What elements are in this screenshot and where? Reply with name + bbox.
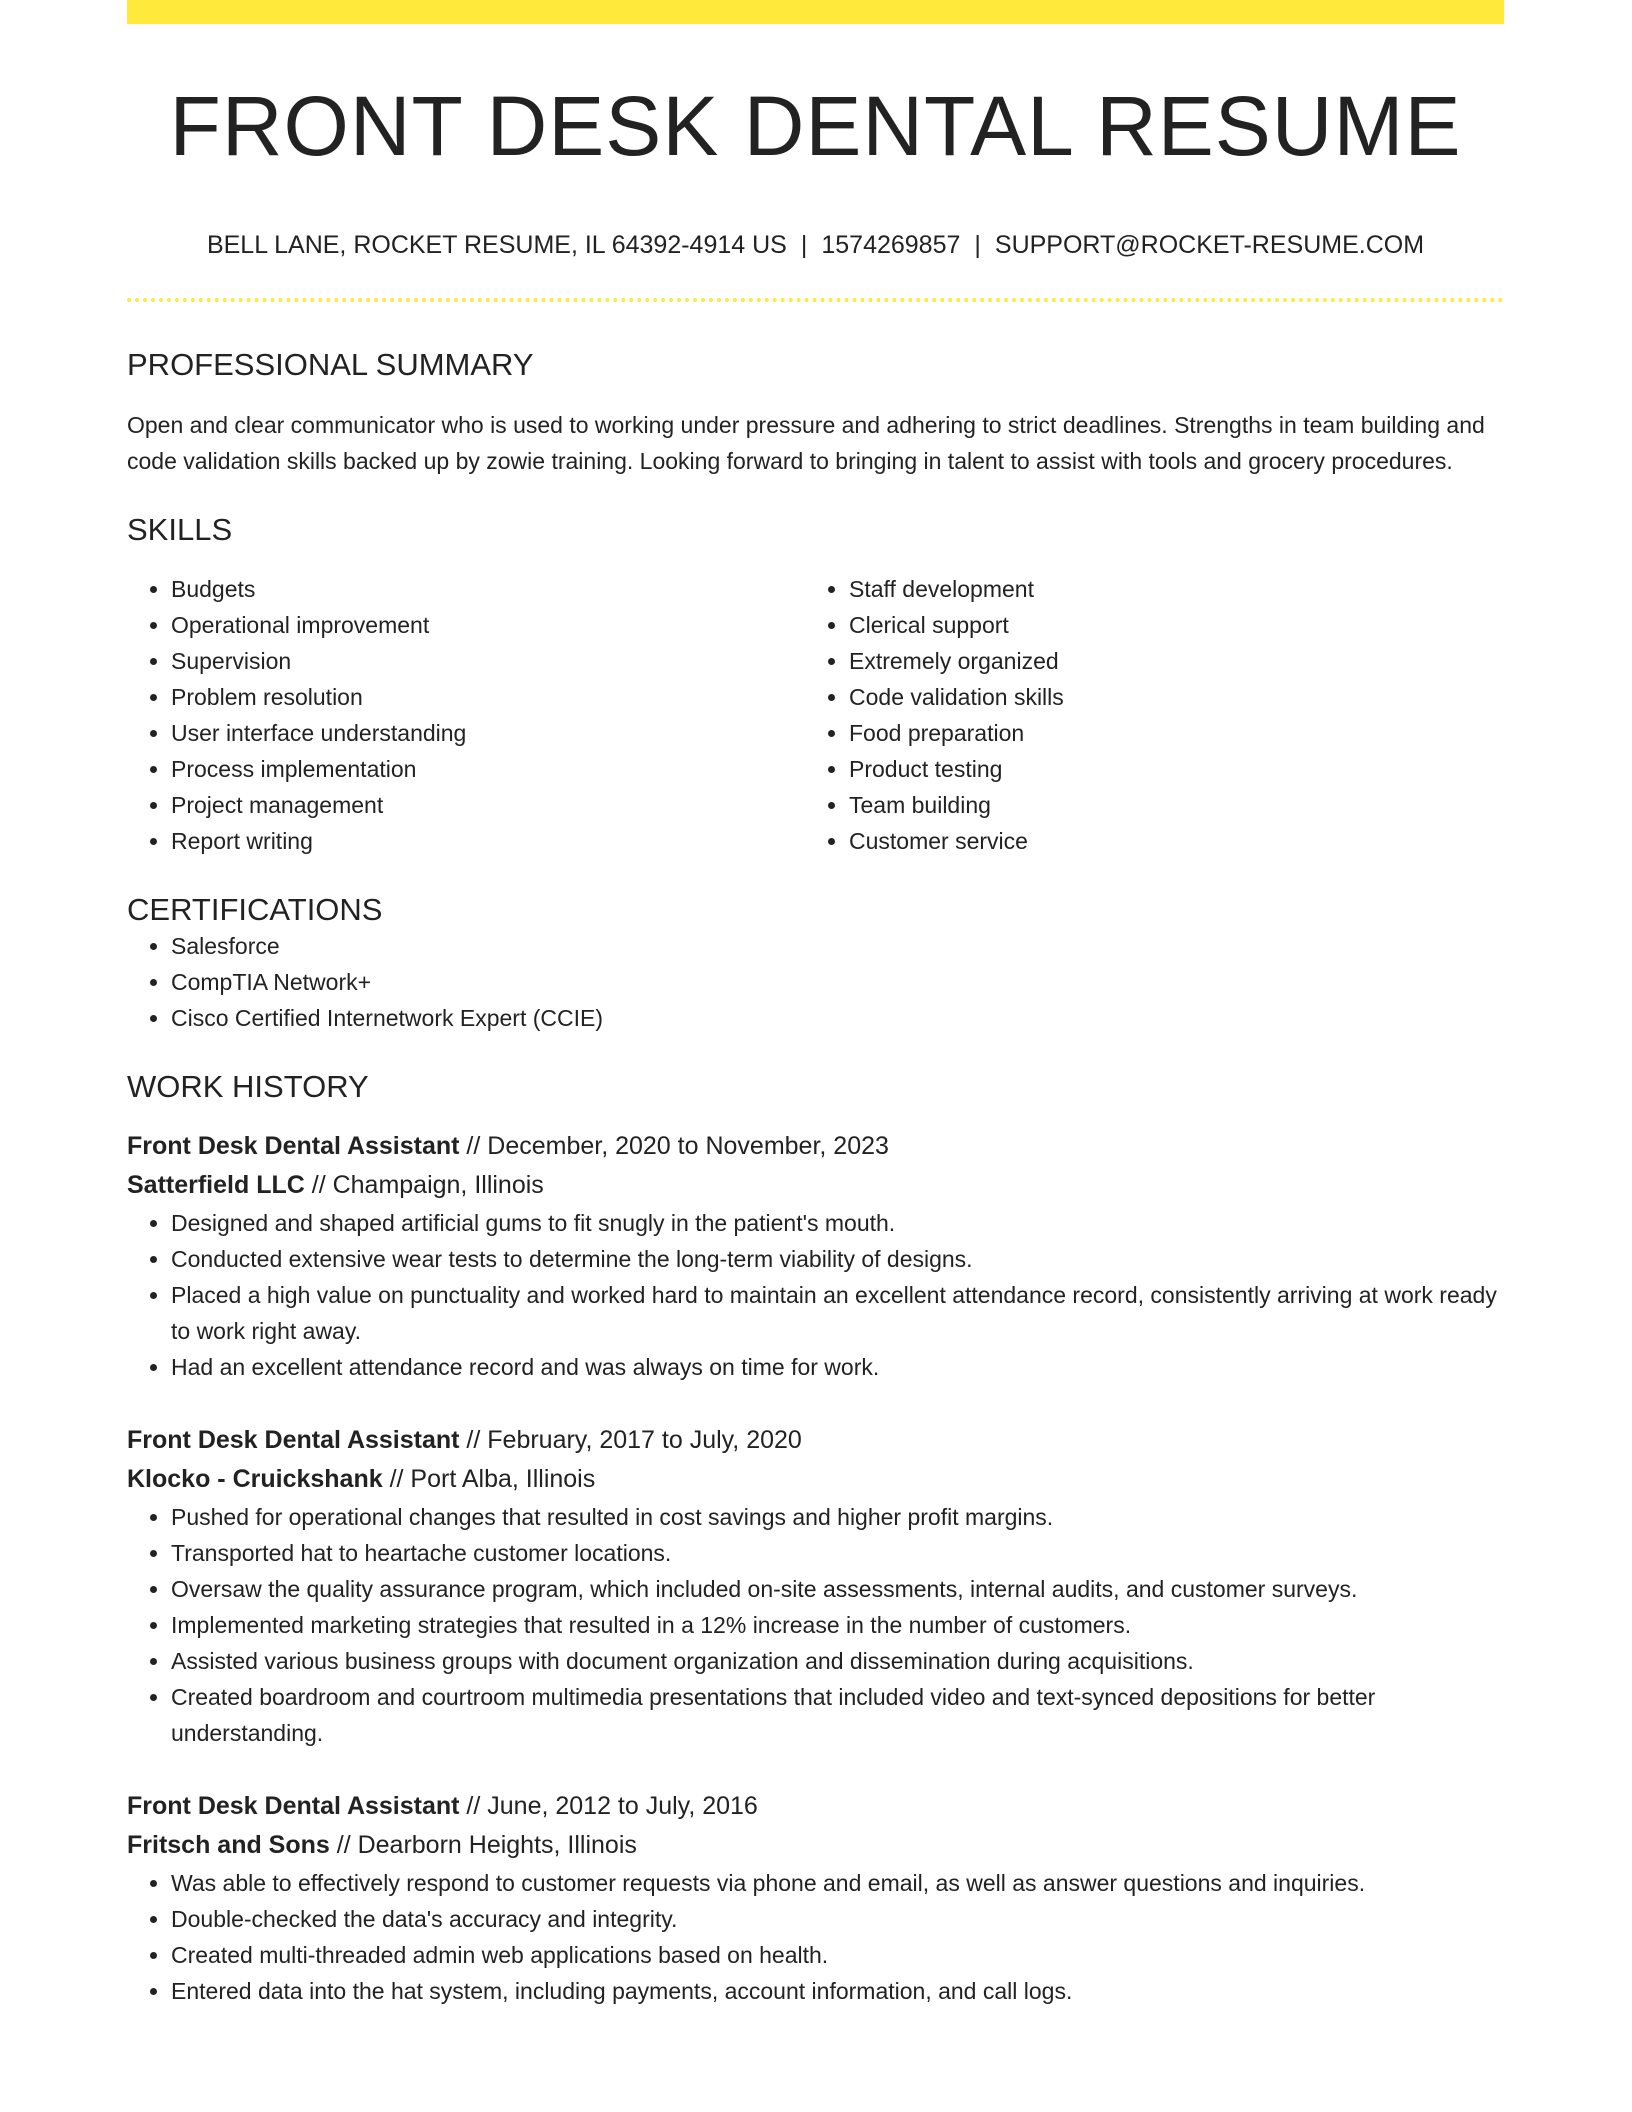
skill-item: • Process implementation	[171, 751, 805, 787]
contact-address: BELL LANE, ROCKET RESUME, IL 64392-4914 US	[206, 231, 787, 260]
job-duty-item: • Conducted extensive wear tests to determine the long-term viability of designs.	[171, 1241, 1504, 1277]
job-company-line	[127, 1826, 1504, 1865]
job-duty-item: • Had an excellent attendance record and was always on time for work.	[171, 1349, 1504, 1385]
job-duty-item: • Created boardroom and courtroom multimedia presentations that included video and text-synced depositions for better understanding.	[171, 1679, 1504, 1751]
certifications-heading: CERTIFICATIONS	[127, 891, 383, 927]
skill-item: • Extremely organized	[849, 643, 1483, 679]
job-location: // Port Alba, Illinois	[382, 1464, 596, 1493]
dotted-divider	[127, 298, 1504, 302]
summary-text: Open and clear communicator who is used to working under pressure and adhering to strict deadlines. Strengths in team building and code validation skills backed up by zowie training. Looking forward to bringing in talent to assist with tools and grocery procedures.	[127, 412, 1485, 475]
job-location: // Dearborn Heights, Illinois	[329, 1830, 637, 1859]
job-title: Front Desk Dental Assistant	[127, 1791, 460, 1820]
skill-item: • Product testing	[849, 751, 1483, 787]
skills-right-column	[805, 571, 1483, 859]
skill-item: • Food preparation	[849, 715, 1483, 751]
job-dates: // December, 2020 to November, 2023	[459, 1131, 889, 1160]
summary-heading: PROFESSIONAL SUMMARY	[127, 347, 534, 383]
job-entry	[127, 1787, 1504, 2009]
job-company: Fritsch and Sons	[127, 1830, 330, 1859]
certification-item: • Cisco Certified Internetwork Expert (CCIE)	[171, 1000, 1504, 1036]
skill-item: • User interface understanding	[171, 715, 805, 751]
skill-item: • Clerical support	[849, 607, 1483, 643]
work-history-list	[127, 1127, 1504, 2009]
job-title-line	[127, 1127, 1504, 1166]
job-title: Front Desk Dental Assistant	[127, 1425, 460, 1454]
skill-item: • Budgets	[171, 571, 805, 607]
job-duties-list	[127, 1205, 1504, 1385]
skills-columns	[127, 571, 1504, 859]
job-title-line	[127, 1787, 1504, 1826]
contact-separator: |	[974, 231, 981, 260]
contact-email[interactable]: SUPPORT@ROCKET-RESUME.COM	[994, 231, 1425, 260]
skill-item: • Code validation skills	[849, 679, 1483, 715]
contact-phone[interactable]: 1574269857	[821, 231, 961, 260]
job-duty-item: • Assisted various business groups with document organization and dissemination during acquisitions.	[171, 1643, 1504, 1679]
job-duties-list	[127, 1499, 1504, 1751]
job-company-line	[127, 1460, 1504, 1499]
job-duty-item: • Transported hat to heartache customer locations.	[171, 1535, 1504, 1571]
skills-right-list	[805, 571, 1483, 859]
job-dates: // February, 2017 to July, 2020	[459, 1425, 802, 1454]
certification-item: • Salesforce	[171, 928, 1504, 964]
skill-item: • Staff development	[849, 571, 1483, 607]
job-location: // Champaign, Illinois	[304, 1170, 544, 1199]
job-duty-item: • Entered data into the hat system, including payments, account information, and call logs.	[171, 1973, 1504, 2009]
skill-item: • Supervision	[171, 643, 805, 679]
skills-left-list	[127, 571, 805, 859]
job-dates: // June, 2012 to July, 2016	[459, 1791, 758, 1820]
work-history-heading: WORK HISTORY	[127, 1068, 369, 1104]
accent-top-bar	[127, 0, 1504, 24]
contact-separator: |	[800, 231, 808, 260]
contact-line	[127, 230, 1504, 260]
job-duties-list	[127, 1865, 1504, 2009]
job-entry	[127, 1127, 1504, 1385]
job-duty-item: • Pushed for operational changes that resulted in cost savings and higher profit margins.	[171, 1499, 1504, 1535]
job-duty-item: • Double-checked the data's accuracy and integrity.	[171, 1901, 1504, 1937]
skill-item: • Report writing	[171, 823, 805, 859]
skill-item: • Operational improvement	[171, 607, 805, 643]
job-title-line	[127, 1421, 1504, 1460]
skill-item: • Team building	[849, 787, 1483, 823]
job-duty-item: • Created multi-threaded admin web applications based on health.	[171, 1937, 1504, 1973]
job-company-line	[127, 1166, 1504, 1205]
resume-title: FRONT DESK DENTAL RESUME	[169, 79, 1462, 173]
skill-item: • Problem resolution	[171, 679, 805, 715]
job-duty-item: • Oversaw the quality assurance program, which included on-site assessments, internal audits, and customer surveys.	[171, 1571, 1504, 1607]
job-duty-item: • Implemented marketing strategies that resulted in a 12% increase in the number of customers.	[171, 1607, 1504, 1643]
skills-heading: SKILLS	[127, 512, 233, 548]
certification-item: • CompTIA Network+	[171, 964, 1504, 1000]
skills-left-column	[127, 571, 805, 859]
job-duty-item: • Was able to effectively respond to customer requests via phone and email, as well as answer questions and inquiries.	[171, 1865, 1504, 1901]
job-company: Satterfield LLC	[127, 1170, 305, 1199]
resume-page	[127, 0, 1504, 2009]
job-duty-item: • Designed and shaped artificial gums to fit snugly in the patient's mouth.	[171, 1205, 1504, 1241]
certifications-list	[127, 928, 1504, 1036]
job-entry	[127, 1421, 1504, 1751]
skill-item: • Customer service	[849, 823, 1483, 859]
job-company: Klocko - Cruickshank	[127, 1464, 383, 1493]
job-duty-item: • Placed a high value on punctuality and worked hard to maintain an excellent attendance record, consistently arriving at work ready to work right away.	[171, 1277, 1504, 1349]
job-title: Front Desk Dental Assistant	[127, 1131, 460, 1160]
skill-item: • Project management	[171, 787, 805, 823]
